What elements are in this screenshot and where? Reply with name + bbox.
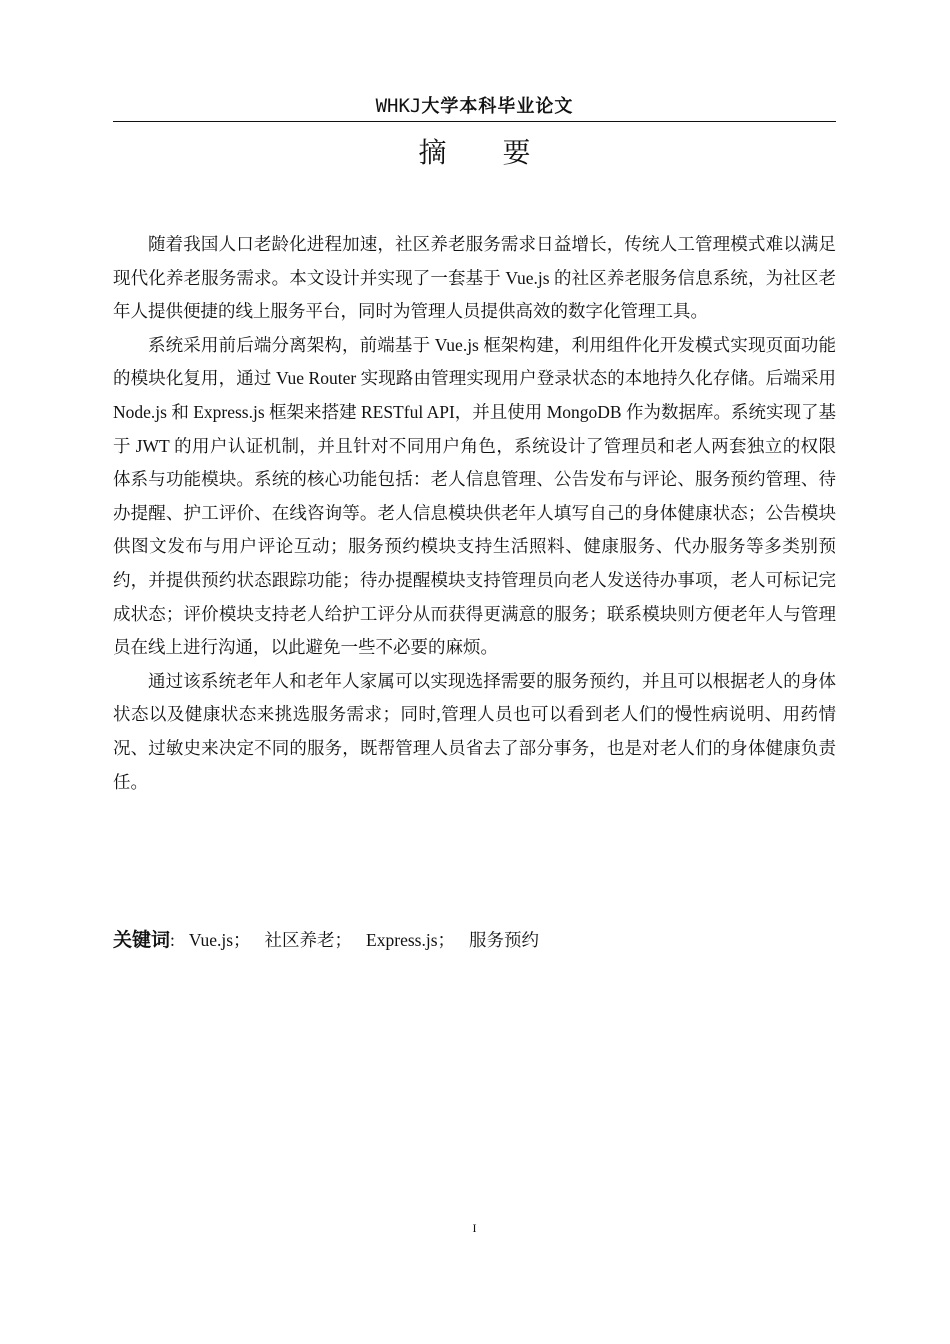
abstract-paragraph-1: 随着我国人口老龄化进程加速，社区养老服务需求日益增长，传统人工管理模式难以满足现代化养老服务需求。本文设计并实现了一套基于 Vue.js 的社区养老服务信息系统，为社区老年人提供便捷的线上服务平台，同时为管理人员提供高效的数字化管理工具。 [113, 234, 836, 322]
abstract-body [113, 228, 836, 799]
keyword-separator: ； [437, 930, 455, 950]
abstract-paragraph-3: 通过该系统老年人和老年人家属可以实现选择需要的服务预约，并且可以根据老人的身体状态以及健康状态来挑选服务需求；同时,管理人员也可以看到老人们的慢性病说明、用药情况、过敏史来决定不同的服务，既帮管理人员省去了部分事务，也是对老人们的身体健康负责任。 [113, 670, 836, 792]
keyword-separator: ； [233, 930, 251, 950]
header-document-type: 大学本科毕业论文 [421, 96, 574, 117]
keyword-item: Express.js [366, 930, 438, 950]
keywords-colon: : [170, 930, 175, 950]
keywords-line [113, 925, 836, 955]
header-rule [113, 121, 836, 122]
keywords-label: 关键词 [113, 929, 171, 951]
header-university-code: WHKJ [375, 95, 422, 117]
keyword-item: 服务预约 [469, 930, 539, 950]
page-title: 摘要 [418, 136, 587, 169]
keyword-item: Vue.js [188, 930, 234, 950]
running-header [113, 92, 836, 120]
keyword-separator: ； [334, 930, 353, 950]
abstract-paragraph-2: 系统采用前后端分离架构，前端基于 Vue.js 框架构建，利用组件化开发模式实现页面功能的模块化复用，通过 Vue Router 实现路由管理实现用户登录状态的本地持久化存储。后端采用 Node.js 和 Express.js 框架来搭建 RESTful API，并且使用 MongoDB 作为数据库。系统实现了基于 JWT 的用户认证机制，并且针对不同用户角色，系统设计了管理员和老人两套独立的权限体系与功能模块。系统的核心功能包括：老人信息管理、公告发布与评论、服务预约管理、待办提醒、护工评价、在线咨询等。老人信息模块供老年人填写自己的身体健康状态；公告模块供图文发布与用户评论互动；服务预约模块支持生活照料、健康服务、代办服务等多类别预约，并提供预约状态跟踪功能；待办提醒模块支持管理员向老人发送待办事项，老人可标记完成状态；评价模块支持老人给护工评分从而获得更满意的服务；联系模块则方便老年人与管理员在线上进行沟通，以此避免一些不必要的麻烦。 [113, 334, 836, 658]
keyword-item: 社区养老 [264, 930, 335, 950]
page-number: I [472, 1221, 477, 1235]
